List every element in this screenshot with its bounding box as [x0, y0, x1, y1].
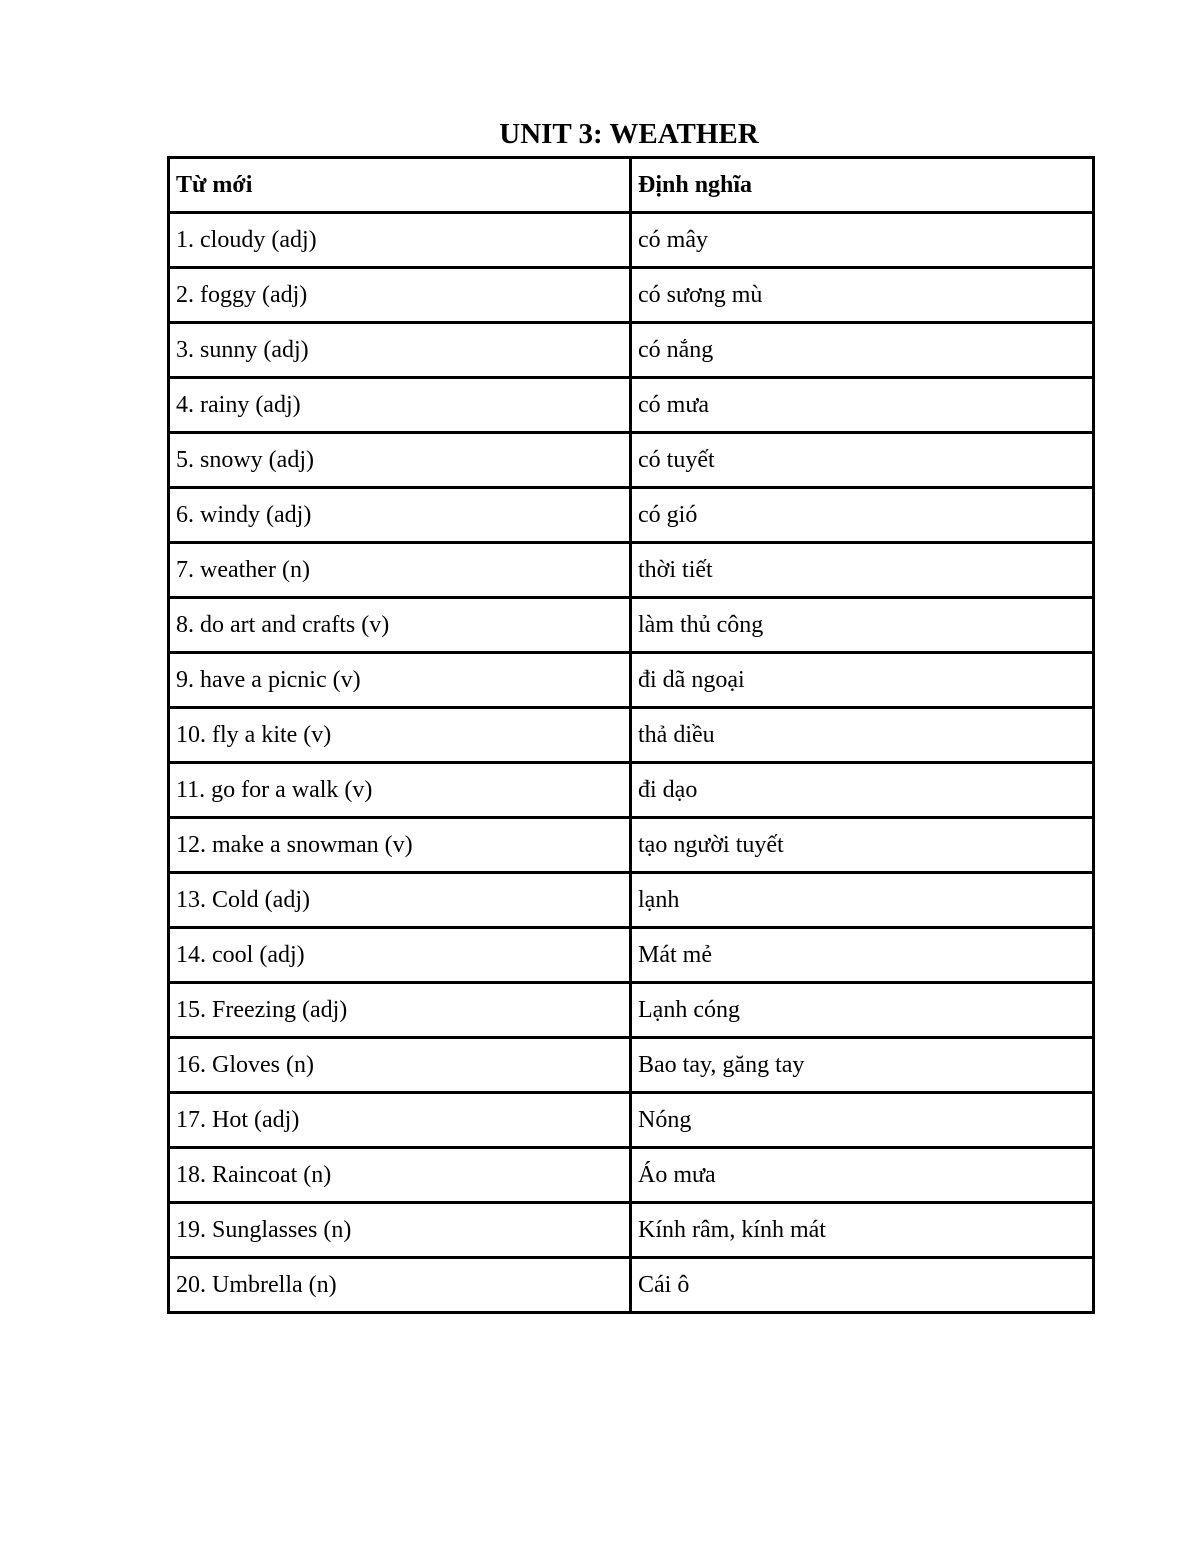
table-header-row: [169, 158, 1094, 213]
table-row: [169, 653, 1094, 708]
vocab-word-cell: 17. Hot (adj): [169, 1093, 631, 1148]
vocab-word-cell: 13. Cold (adj): [169, 873, 631, 928]
vocab-word-cell: 15. Freezing (adj): [169, 983, 631, 1038]
vocab-definition-cell: Lạnh cóng: [631, 983, 1094, 1038]
table-row: [169, 323, 1094, 378]
table-row: [169, 213, 1094, 268]
vocab-definition-cell: Áo mưa: [631, 1148, 1094, 1203]
vocab-definition-cell: đi dã ngoại: [631, 653, 1094, 708]
vocab-word-cell: 10. fly a kite (v): [169, 708, 631, 763]
table-row: [169, 378, 1094, 433]
vocab-word-cell: 6. windy (adj): [169, 488, 631, 543]
vocab-definition-cell: làm thủ công: [631, 598, 1094, 653]
vocab-definition-cell: có nắng: [631, 323, 1094, 378]
vocab-definition-cell: Kính râm, kính mát: [631, 1203, 1094, 1258]
vocab-definition-cell: có sương mù: [631, 268, 1094, 323]
vocab-definition-cell: có gió: [631, 488, 1094, 543]
vocab-definition-cell: Bao tay, găng tay: [631, 1038, 1094, 1093]
vocab-definition-cell: đi dạo: [631, 763, 1094, 818]
table-row: [169, 1258, 1094, 1313]
vocab-definition-cell: thả diều: [631, 708, 1094, 763]
table-row: [169, 818, 1094, 873]
table-row: [169, 708, 1094, 763]
vocab-word-cell: 7. weather (n): [169, 543, 631, 598]
table-row: [169, 488, 1094, 543]
vocab-word-cell: 5. snowy (adj): [169, 433, 631, 488]
table-row: [169, 873, 1094, 928]
vocab-definition-cell: có tuyết: [631, 433, 1094, 488]
table-row: [169, 1148, 1094, 1203]
vocab-word-cell: 9. have a picnic (v): [169, 653, 631, 708]
vocab-word-cell: 12. make a snowman (v): [169, 818, 631, 873]
vocab-definition-cell: tạo người tuyết: [631, 818, 1094, 873]
vocab-definition-cell: có mây: [631, 213, 1094, 268]
vocab-word-cell: 20. Umbrella (n): [169, 1258, 631, 1313]
vocab-word-cell: 14. cool (adj): [169, 928, 631, 983]
vocabulary-table: [167, 156, 1095, 1314]
header-definition: Định nghĩa: [631, 158, 1094, 213]
vocab-definition-cell: Mát mẻ: [631, 928, 1094, 983]
vocab-word-cell: 2. foggy (adj): [169, 268, 631, 323]
table-row: [169, 1203, 1094, 1258]
vocab-definition-cell: Nóng: [631, 1093, 1094, 1148]
vocab-definition-cell: lạnh: [631, 873, 1094, 928]
vocab-word-cell: 16. Gloves (n): [169, 1038, 631, 1093]
table-row: [169, 763, 1094, 818]
table-row: [169, 268, 1094, 323]
vocab-word-cell: 8. do art and crafts (v): [169, 598, 631, 653]
table-row: [169, 543, 1094, 598]
vocab-word-cell: 3. sunny (adj): [169, 323, 631, 378]
table-row: [169, 433, 1094, 488]
header-new-word: Từ mới: [169, 158, 631, 213]
vocab-word-cell: 19. Sunglasses (n): [169, 1203, 631, 1258]
vocab-word-cell: 18. Raincoat (n): [169, 1148, 631, 1203]
table-row: [169, 983, 1094, 1038]
page-title: UNIT 3: WEATHER: [499, 118, 759, 150]
vocab-definition-cell: Cái ô: [631, 1258, 1094, 1313]
vocab-word-cell: 1. cloudy (adj): [169, 213, 631, 268]
table-body: [169, 213, 1094, 1313]
table-row: [169, 1093, 1094, 1148]
vocab-word-cell: 11. go for a walk (v): [169, 763, 631, 818]
vocab-word-cell: 4. rainy (adj): [169, 378, 631, 433]
vocab-definition-cell: có mưa: [631, 378, 1094, 433]
table-row: [169, 928, 1094, 983]
table-row: [169, 1038, 1094, 1093]
table-row: [169, 598, 1094, 653]
vocab-definition-cell: thời tiết: [631, 543, 1094, 598]
